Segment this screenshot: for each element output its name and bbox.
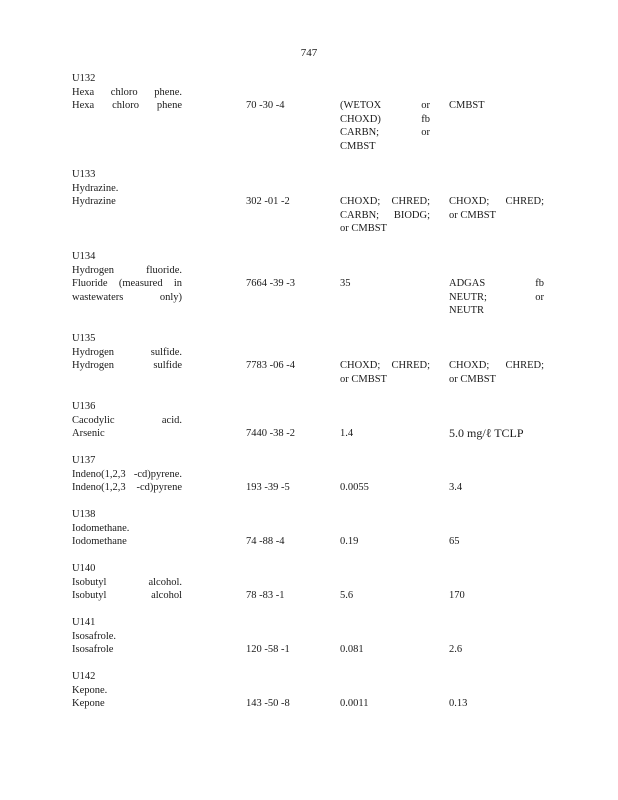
nonwastewater-line: NEUTR [449, 305, 484, 316]
wastewater-standard [340, 535, 430, 549]
cas-number-cell [246, 697, 326, 711]
wastewater-standard [340, 99, 430, 153]
waste-code: U134 [72, 251, 96, 262]
wastewater-line: 0.19 [340, 536, 359, 547]
waste-code: U141 [72, 617, 96, 628]
cas-number: 120 -58 -1 [246, 644, 290, 655]
wastewater-line: CARBN; BIODG; [340, 209, 430, 221]
waste-code: U136 [72, 401, 96, 412]
waste-name: Iodomethane. [72, 522, 130, 534]
wastewater-standard [340, 481, 430, 495]
page-number: 747 [300, 47, 318, 59]
nonwastewater-line: NEUTR; or [449, 291, 544, 303]
waste-name: Isobutyl alcohol. [72, 576, 182, 588]
cas-number: 143 -50 -8 [246, 698, 290, 709]
cas-number: 7783 -06 -4 [246, 360, 295, 371]
wastewater-line: CHOXD) fb [340, 113, 430, 125]
wastewater-line: CARBN; or [340, 127, 430, 138]
wastewater-line: CMBST [340, 140, 376, 152]
regulated-constituent: Hydrogen sulfide [72, 360, 182, 371]
wastewater-line: or CMBST [340, 223, 387, 234]
wastewater-standard [340, 427, 430, 441]
wastewater-line: 5.6 [340, 590, 354, 601]
wastewater-line: CHOXD; CHRED; [340, 196, 430, 207]
regulated-constituent-cont: wastewaters only) [72, 291, 182, 303]
cas-number-cell [246, 99, 326, 113]
cas-number-cell [246, 277, 326, 291]
cas-number: 302 -01 -2 [246, 196, 290, 207]
waste-name: Kepone. [72, 684, 108, 696]
cas-number-cell [246, 589, 326, 603]
waste-code: U135 [72, 333, 96, 344]
nonwastewater-line: 65 [449, 536, 460, 547]
wastewater-line: 0.081 [340, 644, 364, 655]
waste-description [72, 72, 182, 113]
nonwastewater-line: or CMBST [449, 209, 496, 221]
cas-number: 78 -83 -1 [246, 590, 285, 601]
waste-description [72, 332, 182, 373]
waste-name: Hydrogen sulfide. [72, 346, 182, 358]
wastewater-line: or CMBST [340, 373, 387, 385]
wastewater-standard [340, 277, 430, 291]
wastewater-standard [340, 589, 430, 603]
nonwastewater-standard [449, 535, 544, 549]
regulated-constituent: Arsenic [72, 428, 105, 439]
nonwastewater-line: ADGAS fb [449, 278, 544, 289]
waste-description [72, 670, 182, 711]
regulated-constituent: Iodomethane [72, 536, 127, 547]
wastewater-standard [340, 643, 430, 657]
nonwastewater-line: or CMBST [449, 373, 496, 385]
cas-number: 7440 -38 -2 [246, 428, 295, 439]
regulated-constituent: Indeno(1,2,3 -cd)pyrene [72, 482, 182, 493]
nonwastewater-standard [449, 697, 544, 711]
cas-number-cell [246, 535, 326, 549]
nonwastewater-standard [449, 481, 544, 495]
waste-name: Isosafrole. [72, 630, 117, 642]
nonwastewater-line: 2.6 [449, 644, 463, 655]
waste-name: Indeno(1,2,3 -cd)pyrene. [72, 468, 182, 480]
waste-description [72, 508, 182, 549]
nonwastewater-line: 3.4 [449, 482, 463, 493]
cas-number-cell [246, 359, 326, 373]
waste-code: U137 [72, 455, 96, 466]
cas-number: 193 -39 -5 [246, 482, 290, 493]
waste-description [72, 454, 182, 495]
nonwastewater-line: 5.0 mg/ℓ TCLP [449, 426, 524, 440]
wastewater-line: CHOXD; CHRED; [340, 360, 430, 371]
wastewater-line: 0.0055 [340, 482, 369, 493]
nonwastewater-standard [449, 277, 544, 318]
waste-name: Hydrazine. [72, 182, 119, 194]
waste-code: U140 [72, 563, 96, 574]
nonwastewater-line: 170 [449, 590, 465, 601]
nonwastewater-line: CHOXD; CHRED; [449, 360, 544, 371]
cas-number: 7664 -39 -3 [246, 278, 295, 289]
regulated-constituent: Isosafrole [72, 644, 114, 655]
cas-number-cell [246, 427, 326, 441]
waste-description [72, 250, 182, 304]
nonwastewater-standard [449, 643, 544, 657]
wastewater-line: 0.0011 [340, 698, 369, 709]
nonwastewater-standard [449, 195, 544, 222]
waste-description [72, 400, 182, 441]
regulated-constituent: Isobutyl alcohol [72, 590, 182, 601]
waste-code: U132 [72, 73, 96, 84]
waste-description [72, 562, 182, 603]
cas-number-cell [246, 195, 326, 209]
waste-name: Hydrogen fluoride. [72, 264, 182, 276]
wastewater-line: (WETOX or [340, 100, 430, 111]
wastewater-line: 1.4 [340, 428, 354, 439]
nonwastewater-standard [449, 99, 544, 113]
nonwastewater-standard [449, 589, 544, 603]
wastewater-standard [340, 195, 430, 236]
nonwastewater-line: 0.13 [449, 698, 468, 709]
cas-number-cell [246, 481, 326, 495]
regulated-constituent: Hydrazine [72, 196, 116, 207]
cas-number-cell [246, 643, 326, 657]
waste-description [72, 168, 182, 209]
regulated-constituent: Kepone [72, 698, 105, 709]
cas-number: 74 -88 -4 [246, 536, 285, 547]
cas-number: 70 -30 -4 [246, 100, 285, 111]
regulated-constituent: Fluoride (measured in [72, 278, 182, 289]
waste-code: U142 [72, 671, 96, 682]
waste-name: Cacodylic acid. [72, 414, 182, 426]
nonwastewater-standard [449, 427, 544, 441]
nonwastewater-line: CMBST [449, 100, 485, 111]
waste-description [72, 616, 182, 657]
regulated-constituent: Hexa chloro phene [72, 100, 182, 111]
waste-code: U138 [72, 509, 96, 520]
wastewater-line: 35 [340, 278, 351, 289]
waste-code: U133 [72, 169, 96, 180]
nonwastewater-standard [449, 359, 544, 386]
wastewater-standard [340, 359, 430, 386]
nonwastewater-line: CHOXD; CHRED; [449, 196, 544, 207]
wastewater-standard [340, 697, 430, 711]
waste-name: Hexa chloro phene. [72, 86, 182, 98]
